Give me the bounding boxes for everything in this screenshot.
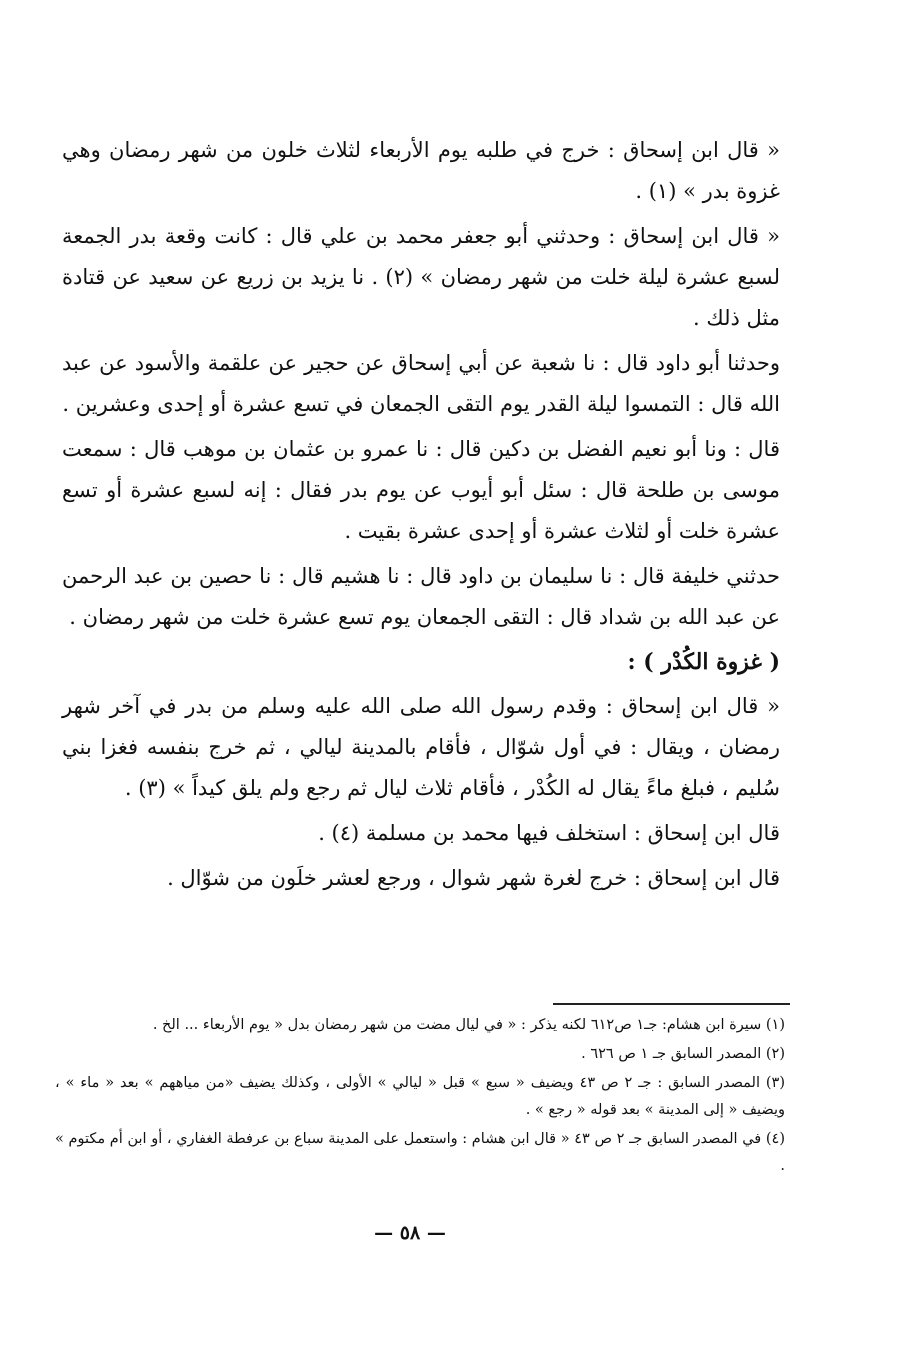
paragraph-8: قال ابن إسحاق : خرج لغرة شهر شوال ، ورجع لعشر خلَون من شوّال .: [167, 866, 780, 890]
footnote-1: (١) سيرة ابن هشام: جـ١ ص٦١٢ لكنه يذكر : « في ليال مضت من شهر رمضان بدل « يوم الأربعاء ... الخ .: [152, 1017, 785, 1033]
paragraph-6: « قال ابن إسحاق : وقدم رسول الله صلى الله عليه وسلم من بدر في آخر شهر رمضان ، ويقال : في أول شوّال ، فأقام بالمدينة ليالي ، ثم خرج بنفسه فغزا بني سُليم ، فبلغ ماءً يقال له الكُدْر ، فأقام ثلاث ليال ثم رجع ولم يلق كيداً » (٣) .: [62, 694, 780, 800]
paragraph-3: وحدثنا أبو داود قال : نا شعبة عن أبي إسحاق عن حجير عن علقمة والأسود عن عبد الله قال : التمسوا ليلة القدر يوم التقى الجمعان في تسع عشرة أو إحدى وعشرين .: [62, 351, 780, 416]
paragraph-4: قال : ونا أبو نعيم الفضل بن دكين قال : نا عمرو بن عثمان بن موهب قال : سمعت موسى بن طلحة قال : سئل أبو أيوب عن يوم بدر فقال : إنه لسبع عشرة أو تسع عشرة خلت أو لثلاث عشرة أو إحدى عشرة بقيت .: [62, 437, 780, 543]
section-heading: ( غزوة الكُدْر ) :: [627, 649, 780, 675]
main-text: [62, 130, 780, 903]
paragraph-5: حدثني خليفة قال : نا سليمان بن داود قال : نا هشيم قال : نا حصين بن عبد الرحمن عن عبد الله بن شداد قال : التقى الجمعان يوم تسع عشرة خلت من شهر رمضان .: [62, 564, 780, 629]
page-number: — ٥٨ —: [374, 1222, 446, 1244]
footnote-4: (٤) في المصدر السابق جـ ٢ ص ٤٣ « قال ابن هشام : واستعمل على المدينة سباع بن عرفطة الغفاري ، أو ابن أم مكتوم » .: [55, 1131, 785, 1174]
footnote-divider: [553, 1003, 790, 1005]
footnote-2: (٢) المصدر السابق جـ ١ ص ٦٢٦ .: [581, 1046, 785, 1062]
paragraph-1: « قال ابن إسحاق : خرج في طلبه يوم الأربعاء لثلاث خلون من شهر رمضان وهي غزوة بدر » (١) .: [62, 138, 780, 203]
footnote-3: (٣) المصدر السابق : جـ ٢ ص ٤٣ ويضيف « سبع » قبل « ليالي » الأولى ، وكذلك يضيف «من مياههم » بعد « ماء » ، ويضيف « إلى المدينة » بعد قوله « رجع » .: [55, 1075, 785, 1118]
footnotes: [55, 1012, 785, 1182]
paragraph-2: « قال ابن إسحاق : وحدثني أبو جعفر محمد بن علي قال : كانت وقعة بدر الجمعة لسبع عشرة ليلة خلت من شهر رمضان » (٢) . نا يزيد بن زريع عن سعيد عن قتادة مثل ذلك .: [62, 224, 781, 330]
paragraph-7: قال ابن إسحاق : استخلف فيها محمد بن مسلمة (٤) .: [318, 821, 780, 845]
